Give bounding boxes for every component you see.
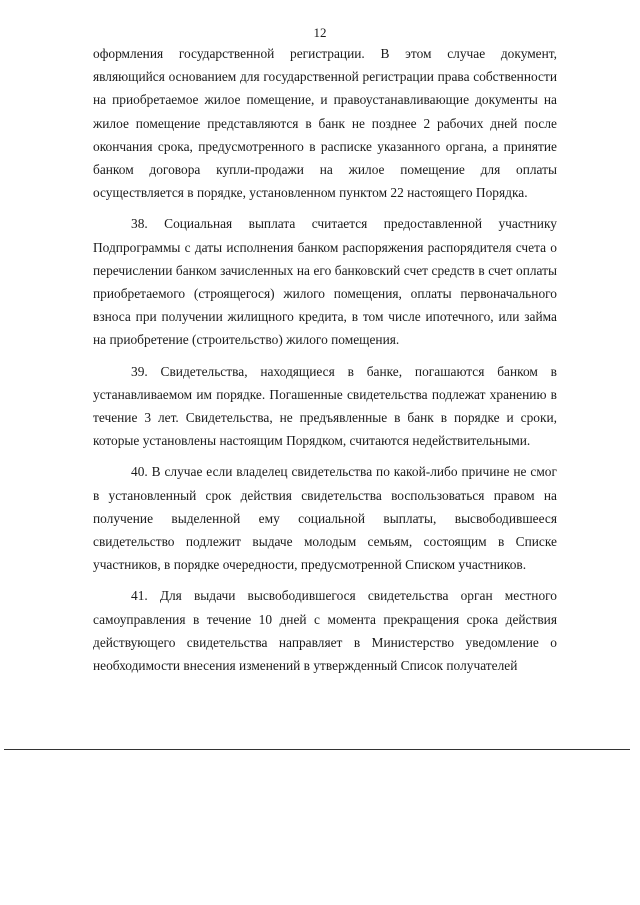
page-number: 12 xyxy=(313,25,327,40)
paragraph-41: 41. Для выдачи высвободившегося свидетельства орган местного самоуправления в течение 10 дней с момента прекращения срока действия действующего свидетельства направляет в Министерство уведомление о необходимости внесения изменений в утвержденный Список получателей xyxy=(93,588,557,674)
paragraph-39: 39. Свидетельства, находящиеся в банке, погашаются банком в устанавливаемом им порядке. Погашенные свидетельства подлежат хранению в течение 3 лет. Свидетельства, не предъявленные в банк в порядке и сроки, которые установлены настоящим Порядком, считаются недействительными. xyxy=(93,363,557,449)
paragraph-38: 38. Социальная выплата считается предоставленной участнику Подпрограммы с даты исполнения банком распоряжения распорядителя счета о перечислении банком зачисленных на его банковский счет средств в счет оплаты приобретаемого (строящегося) жилого помещения, оплаты первоначального взноса при получении жилищного кредита, в том числе ипотечного, или займа на приобретение (строительство) жилого помещения. xyxy=(93,216,557,348)
scan-edge-divider xyxy=(4,749,630,750)
paragraph-continuation: оформления государственной регистрации. В этом случае документ, являющийся основанием для государственной регистрации права собственности на приобретаемое жилое помещение, и правоустанавливающие документы на жилое помещение представляются в банк не позднее 2 рабочих дней после окончания срока, предусмотренного в расписке указанного органа, а принятие банком договора купли-продажи на жилое помещение для оплаты осуществляется в порядке, установленном пунктом 22 настоящего Порядка. xyxy=(93,46,557,201)
paragraph-40: 40. В случае если владелец свидетельства по какой-либо причине не смог в установленный срок действия свидетельства воспользоваться правом на получение выделенной ему социальной выплаты, высвободившееся свидетельство подлежит выдаче молодым семьям, состоящим в Списке участников, в порядке очередности, предусмотренной Списком участников. xyxy=(93,464,557,573)
document-body xyxy=(93,42,557,677)
